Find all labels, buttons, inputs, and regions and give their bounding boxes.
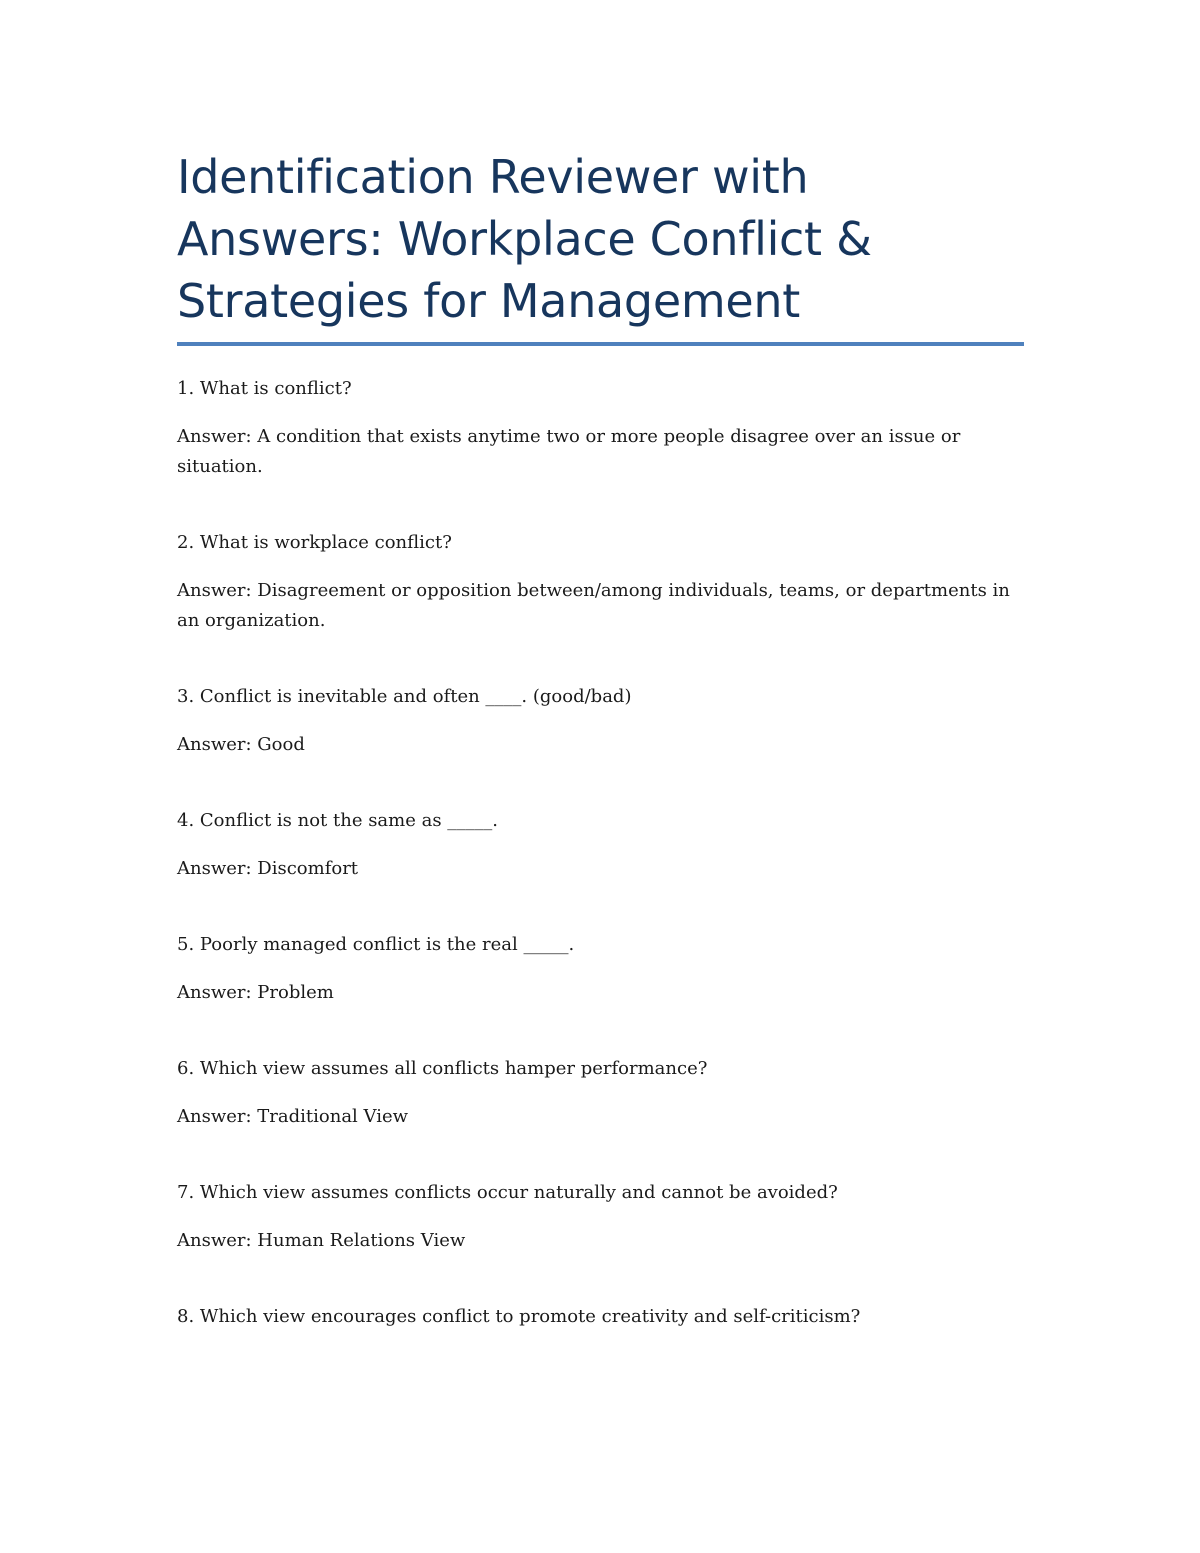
title-divider	[177, 342, 1024, 346]
qa-item-3	[177, 682, 1024, 760]
qa-item-7	[177, 1178, 1024, 1256]
qa-item-5	[177, 930, 1024, 1008]
question-text: 2. What is workplace conflict?	[177, 532, 452, 553]
question-text: 4. Conflict is not the same as _____.	[177, 810, 499, 831]
qa-item-1	[177, 374, 1024, 482]
question-text: 1. What is conflict?	[177, 378, 352, 399]
question-text: 7. Which view assumes conflicts occur naturally and cannot be avoided?	[177, 1182, 838, 1203]
document-title: Identification Reviewer with Answers: Workplace Conflict & Strategies for Management	[177, 150, 872, 328]
qa-item-4	[177, 806, 1024, 884]
answer-text: Answer: A condition that exists anytime two or more people disagree over an issue or situation.	[177, 426, 961, 477]
question-text: 5. Poorly managed conflict is the real _____.	[177, 934, 575, 955]
document-body	[177, 146, 1024, 1378]
answer-text: Answer: Traditional View	[177, 1106, 409, 1127]
qa-item-2	[177, 528, 1024, 636]
question-text: 6. Which view assumes all conflicts hamper performance?	[177, 1058, 708, 1079]
question-text: 8. Which view encourages conflict to promote creativity and self-criticism?	[177, 1306, 861, 1327]
answer-text: Answer: Good	[177, 734, 305, 755]
answer-text: Answer: Disagreement or opposition between/among individuals, teams, or departments in an organization.	[177, 580, 1010, 631]
qa-item-6	[177, 1054, 1024, 1132]
question-text: 3. Conflict is inevitable and often ____. (good/bad)	[177, 686, 632, 707]
answer-text: Answer: Human Relations View	[177, 1230, 466, 1251]
answer-text: Answer: Problem	[177, 982, 334, 1003]
qa-item-8	[177, 1302, 1024, 1332]
answer-text: Answer: Discomfort	[177, 858, 359, 879]
